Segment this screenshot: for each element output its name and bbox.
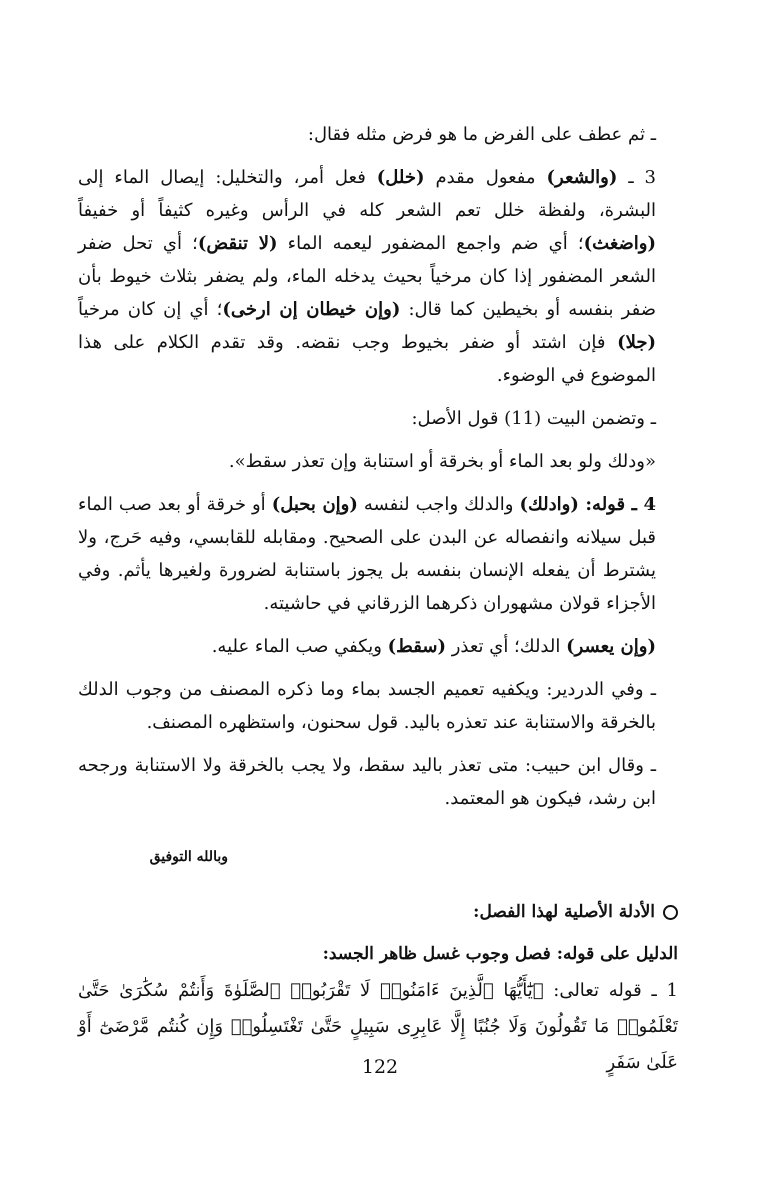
text-run: والدلك واجب لنفسه — [357, 494, 520, 515]
text-run: 3 ـ — [617, 167, 656, 188]
paragraph — [78, 161, 678, 392]
paragraph: ـ وفي الدردير: ويكفيه تعميم الجسد بماء وما ذكره المصنف من وجوب الدلك بالخرقة والاستنابة عند تعذره باليد. قول سحنون، واستظهره المصنف. — [78, 679, 656, 733]
text-run: فعل أمر، والتخليل: إيصال الماء إلى البشرة، ولفظة خلل تعم الشعر كله في الرأس وغيره كثيفاً أو خفيفاً — [78, 167, 656, 221]
page-number: 122 — [361, 1056, 399, 1078]
bold-term: (وإن بحبل) — [271, 494, 358, 515]
text-run: ؛ أي تحل ضفر الشعر المضفور إذا كان مرخياً بحيث يدخله الماء، ولم يضفر بثلاث خيوط بأن ضفر بنفسه أو بخيطين كما قال: — [78, 233, 656, 320]
paragraph: ـ ثم عطف على الفرض ما هو فرض مثله فقال: — [307, 124, 656, 145]
section-heading — [78, 897, 678, 927]
paragraph — [78, 630, 678, 663]
bold-term: (والشعر) — [546, 167, 618, 188]
bold-term: (واضغث) — [583, 233, 656, 254]
paragraph: ـ وتضمن البيت (11) قول الأصل: — [411, 408, 656, 429]
bold-term: (وادلك) — [519, 494, 579, 515]
evidence-subheading: الدليل على قوله: فصل وجوب غسل ظاهر الجسد: — [322, 944, 678, 964]
bold-term: (وإن خيطان إن ارخى) — [222, 299, 401, 320]
paragraph: ـ وقال ابن حبيب: متى تعذر باليد سقط، ولا يجب بالخرقة ولا الاستنابة ورجحه ابن رشد، فيكون هو المعتمد. — [78, 755, 656, 809]
bold-term: (لا تنقض) — [197, 233, 278, 254]
circle-bullet-icon — [663, 905, 678, 920]
text-run: أو خرقة أو بعد صب الماء قبل سيلانه وانفصاله عن البدن على الصحيح. ومقابله للقابسي، وفيه حَرج، ولا يشترط أن يفعله الإنسان بنفسه بل يجوز باستنابة لضرورة ولغيرها يأثم. وفي الأجزاء قولان مشهوران ذكرهما الزرقاني في حاشيته. — [78, 494, 656, 614]
quran-verse: 1 ـ قوله تعالى: ﴿يَٰٓأَيُّهَا ٱلَّذِينَ ءَامَنُوا۟ لَا تَقْرَبُوا۟ ٱلصَّلَوٰةَ وَأَنتُمْ سُكَٰرَىٰ حَتَّىٰ تَعْلَمُوا۟ مَا تَقُولُونَ وَلَا جُنُبًا إِلَّا عَابِرِى سَبِيلٍ حَتَّىٰ تَغْتَسِلُوا۟ وَإِن كُنتُم مَّرْضَىٰٓ أَوْ عَلَىٰ سَفَرٍ — [78, 980, 678, 1073]
closing-phrase: وبالله التوفيق — [149, 849, 228, 865]
bold-term: (خلل) — [376, 167, 425, 188]
bold-term: 4 ـ قوله: — [578, 494, 656, 515]
bold-term: (سقط) — [387, 636, 446, 657]
bold-term: (جلا) — [617, 332, 656, 353]
paragraph: «ودلك ولو بعد الماء أو بخرقة أو استنابة وإن تعذر سقط». — [228, 451, 656, 472]
text-run: مفعول مقدم — [424, 167, 547, 188]
paragraph — [78, 488, 678, 620]
text-run: ؛ أي ضم واجمع المضفور ليعمه الماء — [277, 233, 584, 254]
bold-term: (وإن يعسر) — [566, 636, 656, 657]
section-heading-text: الأدلة الأصلية لهذا الفصل: — [473, 902, 655, 922]
page-body — [78, 118, 678, 1138]
text-run: فإن اشتد أو ضفر بخيوط وجب نقضه. وقد تقدم الكلام على هذا الموضوع في الوضوء. — [78, 332, 656, 386]
text-run: ويكفي صب الماء عليه. — [211, 636, 388, 657]
text-run: الدلك؛ أي تعذر — [445, 636, 567, 657]
paragraph-list — [78, 118, 678, 815]
text-run: ؛ أي إن كان مرخياً — [78, 299, 223, 320]
